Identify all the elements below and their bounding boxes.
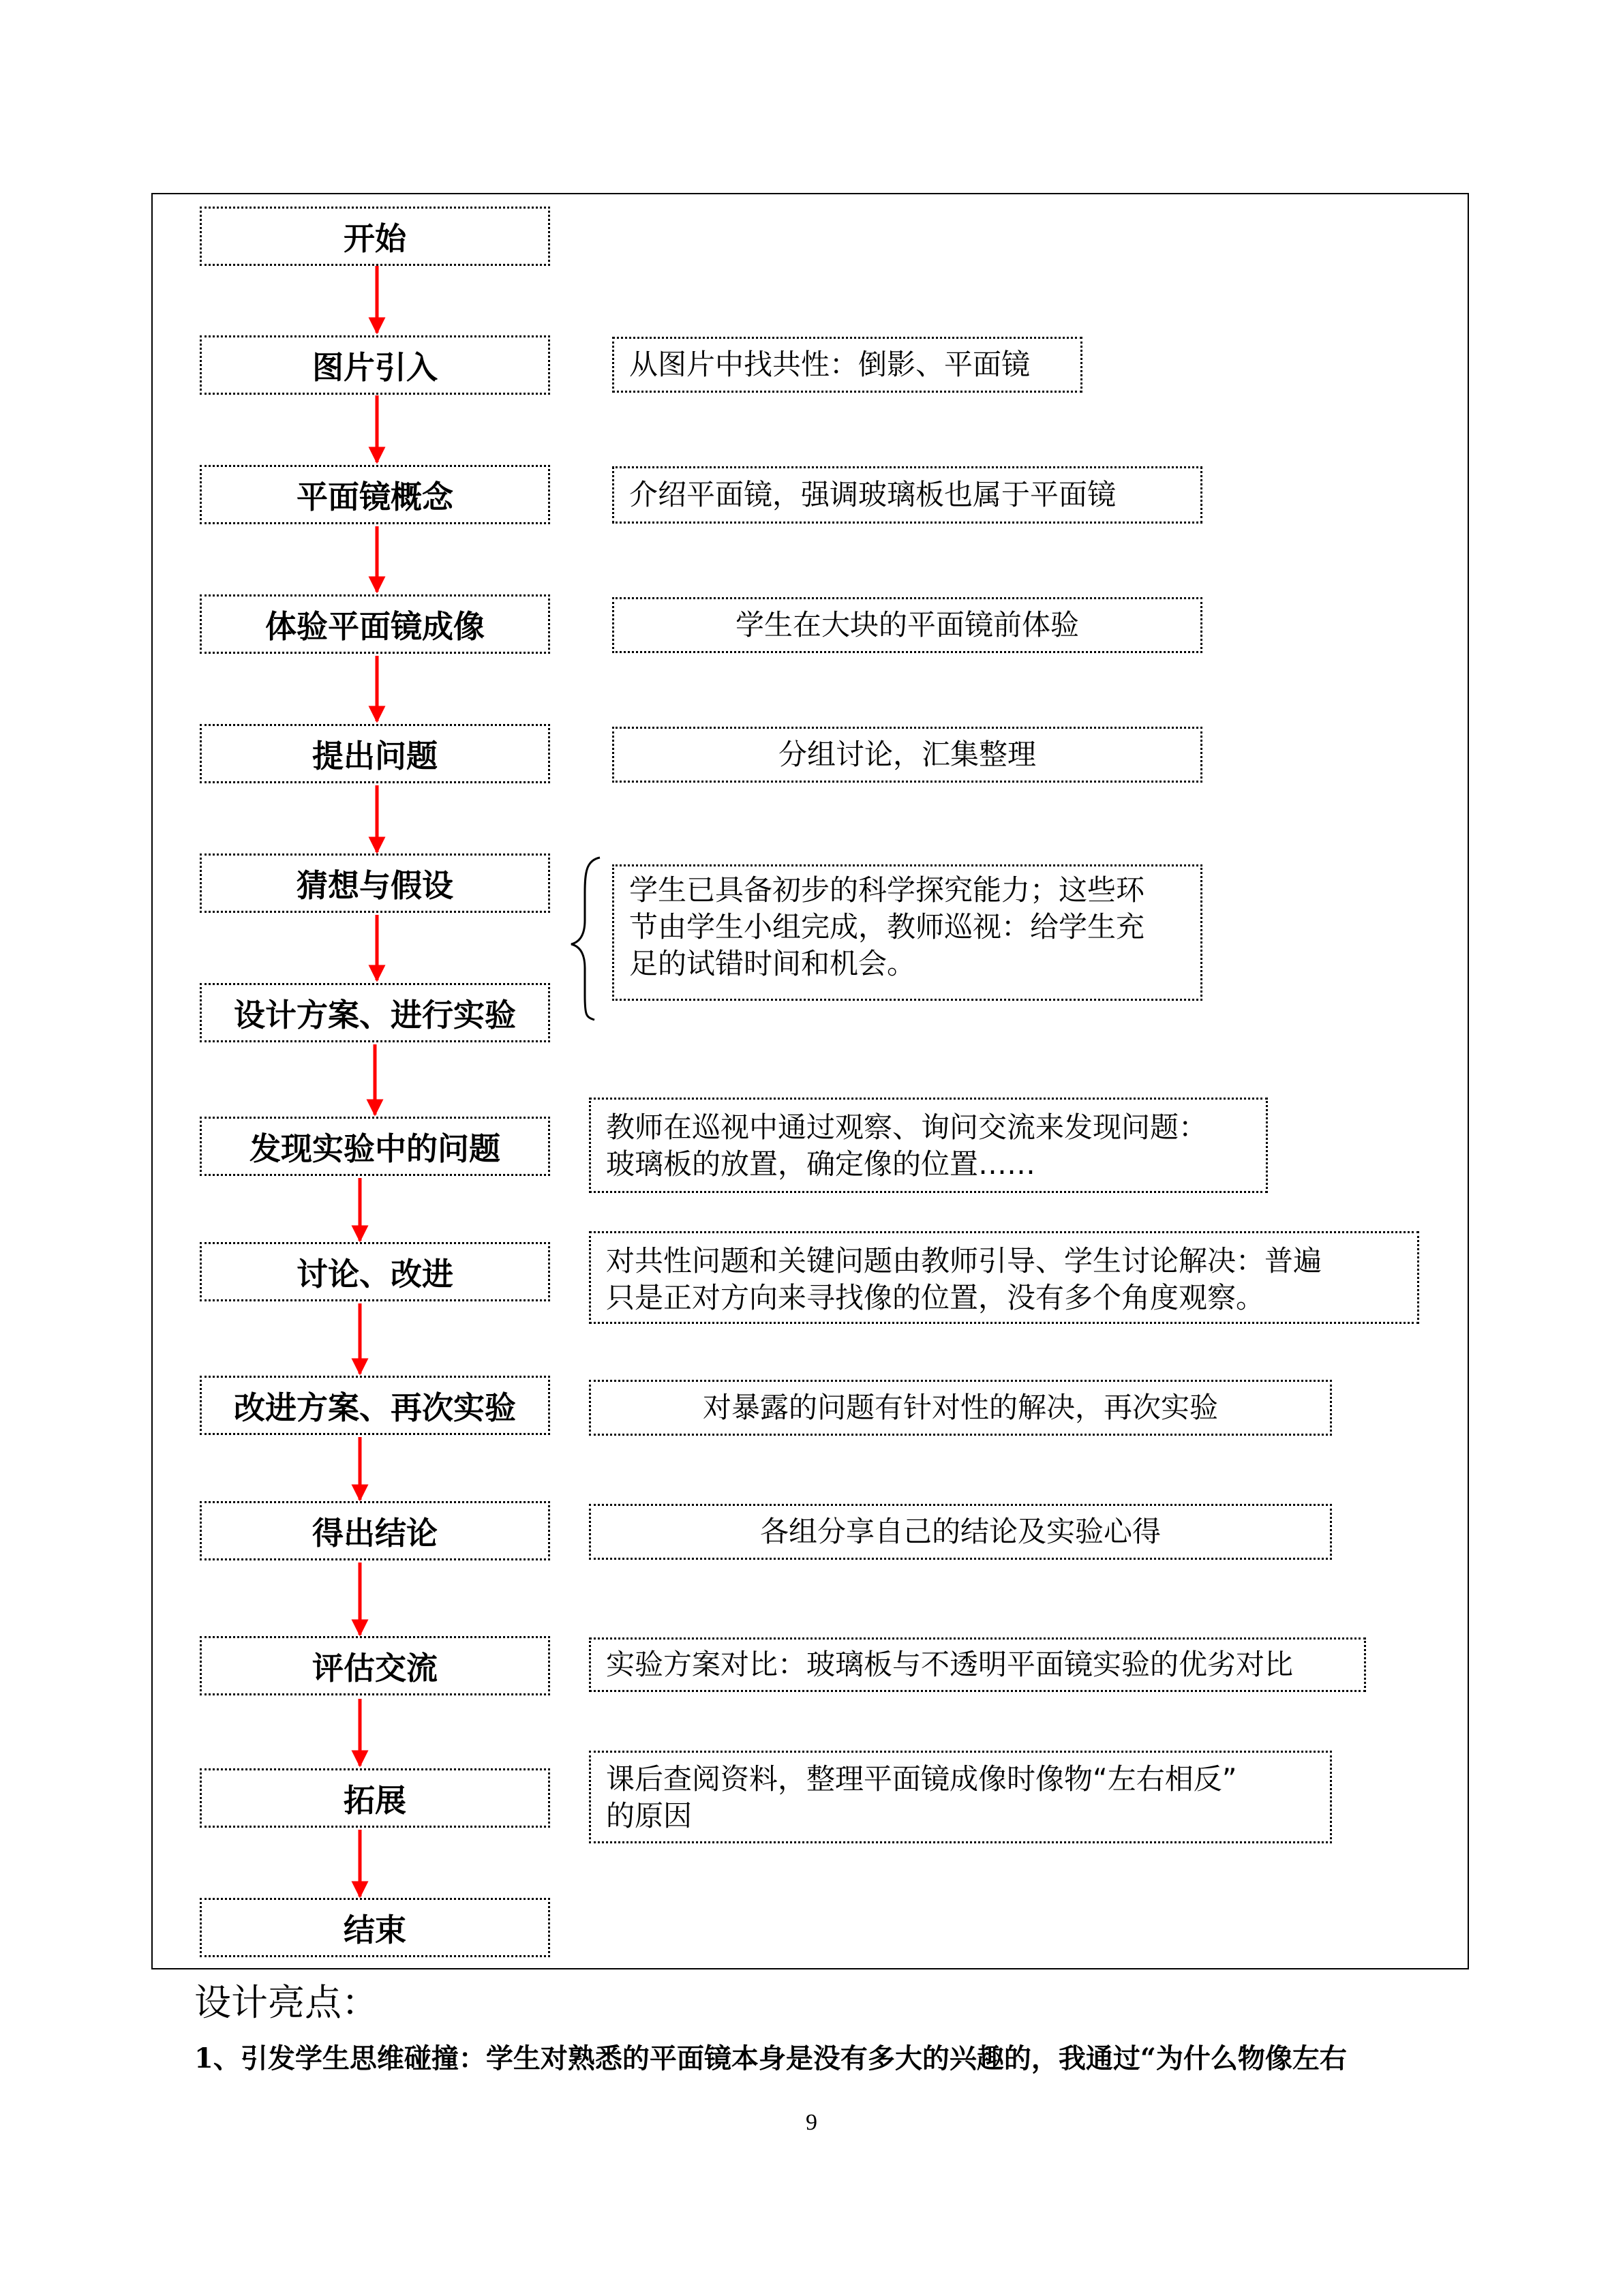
section-heading: 设计亮点：: [194, 1981, 378, 2024]
curly-brace: [571, 858, 600, 1020]
step-picture-intro: 图片引入: [200, 335, 550, 395]
note-experience: 学生在大块的平面镜前体验: [612, 597, 1202, 653]
step-discuss-improve: 讨论、改进: [200, 1242, 550, 1301]
note-retest: 对暴露的问题有针对性的解决，再次实验: [589, 1380, 1332, 1436]
step-evaluate: 评估交流: [200, 1636, 550, 1695]
note-find-problems: 教师在巡视中通过观察、询问交流来发现问题： 玻璃板的放置，确定像的位置……: [589, 1098, 1268, 1193]
step-design-experiment: 设计方案、进行实验: [200, 983, 550, 1042]
step-improve-retest: 改进方案、再次实验: [200, 1376, 550, 1435]
note-mirror-concept: 介绍平面镜，强调玻璃板也属于平面镜: [612, 466, 1202, 524]
page-number: 9: [806, 2110, 817, 2135]
note-extend: 课后查阅资料，整理平面镜成像时像物“左右相反” 的原因: [589, 1751, 1332, 1843]
step-raise-question: 提出问题: [200, 724, 550, 783]
step-extend: 拓展: [200, 1768, 550, 1828]
note-inquiry-ability: 学生已具备初步的科学探究能力；这些环 节由学生小组完成，教师巡视：给学生充 足的试错时间和机会。: [612, 864, 1202, 1001]
step-conclusion: 得出结论: [200, 1501, 550, 1560]
step-hypothesis: 猜想与假设: [200, 854, 550, 913]
note-discuss: 对共性问题和关键问题由教师引导、学生讨论解决：普遍 只是正对方向来寻找像的位置，没有多个角度观察。: [589, 1231, 1419, 1324]
note-raise-question: 分组讨论，汇集整理: [612, 727, 1202, 783]
step-experience-imaging: 体验平面镜成像: [200, 594, 550, 654]
step-mirror-concept: 平面镜概念: [200, 465, 550, 524]
step-find-problems: 发现实验中的问题: [200, 1117, 550, 1176]
section-paragraph: 1、引发学生思维碰撞：学生对熟悉的平面镜本身是没有多大的兴趣的，我通过“为什么物像左右: [194, 2042, 1347, 2074]
step-start: 开始: [200, 207, 550, 266]
note-picture-intro: 从图片中找共性：倒影、平面镜: [612, 337, 1082, 393]
step-end: 结束: [200, 1898, 550, 1957]
note-conclusion: 各组分享自己的结论及实验心得: [589, 1504, 1332, 1560]
note-evaluate: 实验方案对比：玻璃板与不透明平面镜实验的优劣对比: [589, 1637, 1366, 1692]
